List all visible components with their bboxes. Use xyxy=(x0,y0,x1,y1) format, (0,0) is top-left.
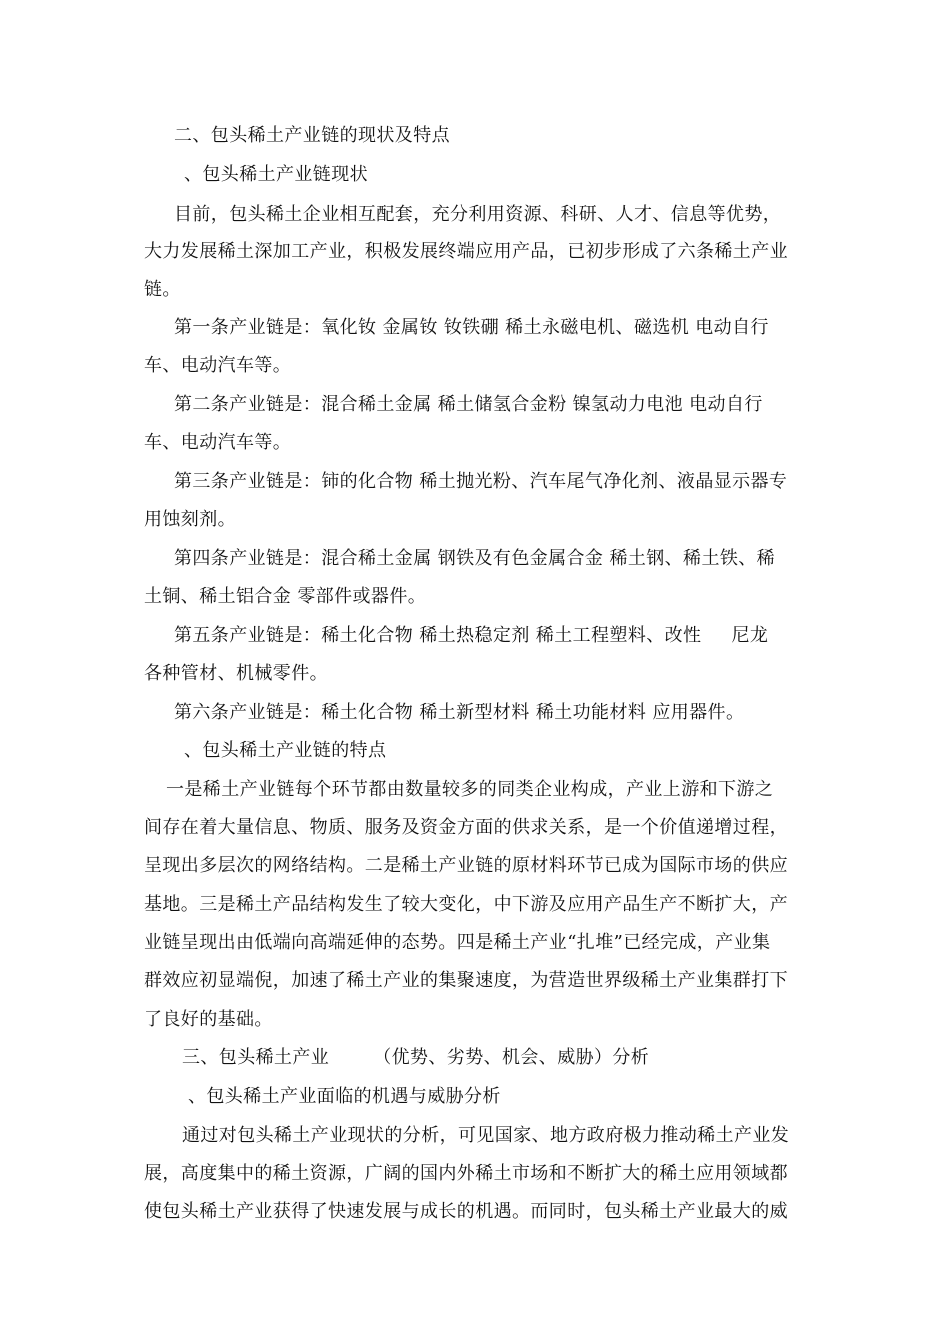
chain-line: 第二条产业链是：混合稀土金属 稀土储氢合金粉 镍氢动力电池 电动自行 xyxy=(174,394,763,415)
paragraph-line: 基地。三是稀土产品结构发生了较大变化，中下游及应用产品生产不断扩大，产 xyxy=(144,894,788,915)
subsection-heading: 、包头稀土产业链现状 xyxy=(184,164,368,185)
paragraph-line: 了良好的基础。 xyxy=(144,1009,273,1030)
chain-line: 车、电动汽车等。 xyxy=(144,355,292,376)
paragraph-line: 展，高度集中的稀土资源，广阔的国内外稀土市场和不断扩大的稀土应用领域都 xyxy=(144,1163,788,1184)
chain-line: 第三条产业链是：铈的化合物 稀土抛光粉、汽车尾气净化剂、液晶显示器专 xyxy=(174,471,788,492)
chain-line: 车、电动汽车等。 xyxy=(144,432,292,453)
paragraph-line: 链。 xyxy=(144,279,181,300)
chain-line: 土铜、稀土铝合金 零部件或器件。 xyxy=(144,586,427,607)
chain-text: 第五条产业链是：稀土化合物 稀土热稳定剂 稀土工程塑料、改性 xyxy=(174,625,702,646)
paragraph-line: 群效应初显端倪，加速了稀土产业的集聚速度，为营造世界级稀土产业集群打下 xyxy=(144,970,788,991)
section-heading-part: 三、包头稀土产业 xyxy=(182,1047,330,1068)
chain-line: 用蚀刻剂。 xyxy=(144,509,236,530)
paragraph-line: 通过对包头稀土产业现状的分析，可见国家、地方政府极力推动稀土产业发 xyxy=(182,1125,790,1146)
chain-line: 第一条产业链是：氧化钕 金属钕 钕铁硼 稀土永磁电机、磁选机 电动自行 xyxy=(174,317,769,338)
chain-line: 第四条产业链是：混合稀土金属 钢铁及有色金属合金 稀土钢、稀土铁、稀 xyxy=(174,548,776,569)
paragraph-line: 大力发展稀土深加工产业，积极发展终端应用产品，已初步形成了六条稀土产业 xyxy=(144,241,788,262)
paragraph-line: 业链呈现出由低端向高端延伸的态势。四是稀土产业“扎堆”已经完成，产业集 xyxy=(144,932,771,953)
subsection-heading: 、包头稀土产业链的特点 xyxy=(184,740,387,761)
chain-line: 各种管材、机械零件。 xyxy=(144,663,328,684)
chain-text: 尼龙 xyxy=(731,625,769,646)
section-heading: 二、包头稀土产业链的现状及特点 xyxy=(174,125,450,146)
paragraph-line: 间存在着大量信息、物质、服务及资金方面的供求关系，是一个价值递增过程， xyxy=(144,817,788,838)
subsection-heading: 、包头稀土产业面临的机遇与威胁分析 xyxy=(188,1086,501,1107)
paragraph-line: 呈现出多层次的网络结构。二是稀土产业链的原材料环节已成为国际市场的供应 xyxy=(144,855,788,876)
section-heading-part: （优势、劣势、机会、威胁）分析 xyxy=(373,1047,650,1068)
section-heading xyxy=(182,1046,649,1070)
chain-line xyxy=(174,624,768,648)
paragraph-line: 目前，包头稀土企业相互配套，充分利用资源、科研、人才、信息等优势， xyxy=(174,204,782,225)
paragraph-line: 一是稀土产业链每个环节都由数量较多的同类企业构成，产业上游和下游之 xyxy=(166,779,774,800)
paragraph-line: 使包头稀土产业获得了快速发展与成长的机遇。而同时，包头稀土产业最大的威 xyxy=(144,1201,788,1222)
chain-line: 第六条产业链是：稀土化合物 稀土新型材料 稀土功能材料 应用器件。 xyxy=(174,702,745,723)
